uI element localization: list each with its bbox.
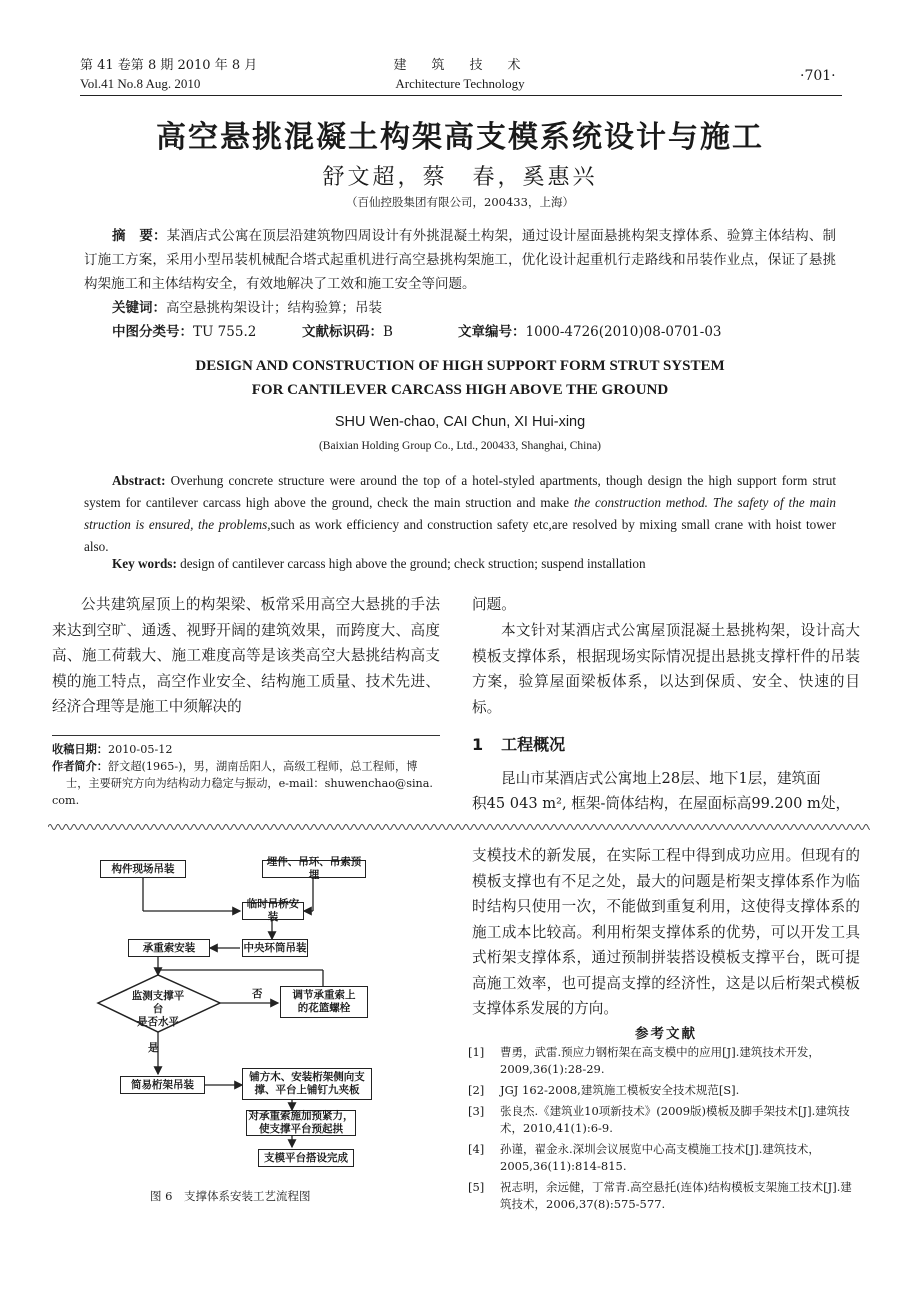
abstract-cn-label: 摘 要： bbox=[112, 228, 167, 244]
abstract-cn bbox=[84, 224, 836, 344]
intro-left: 公共建筑屋顶上的构架梁、板常采用高空大悬挑的手法来达到空旷、通透、视野开阔的建筑效果，而跨度大、高度高、施工荷载大、施工难度高等是该类高空大悬挑结构高支模的施工特点，高空作业安全、结构施工质量、技术先进、经济合理等是施工中须解决的 bbox=[52, 596, 440, 715]
reference-item bbox=[468, 1179, 860, 1213]
reference-text: 孙谨，翟金永.深圳会议展览中心高支模施工技术[J].建筑技术，2005,36(11):814-815. bbox=[500, 1142, 820, 1173]
flow-decision-label: 监测支撑平台 是否水平 bbox=[131, 990, 185, 1028]
page-break-separator bbox=[48, 820, 870, 834]
received-date: 2010-05-12 bbox=[107, 743, 173, 756]
author-list: 舒文超，蔡 春，奚惠兴 bbox=[322, 165, 598, 190]
flow-box-adjust-turnbuckle: 调节承重索上 的花篮螺栓 bbox=[280, 986, 368, 1018]
header-issue-cn: 第 41 卷第 8 期 2010 年 8 月 bbox=[80, 58, 258, 73]
reference-item bbox=[468, 1082, 860, 1099]
intro-right: 本文针对某酒店式公寓屋顶混凝土悬挑构架，设计高大模板支撑体系，根据现场实际情况提出悬挑支撑杆件的吊装方案，验算屋面梁板体系，以达到保质、安全、快速的目标。 bbox=[472, 622, 860, 716]
conclusion-text: 支模技术的新发展，在实际工程中得到成功应用。但现有的模板支撑也有不足之处，最大的问题是桁架支撑体系作为临时结构只使用一次，不能做到重复利用，这使得支撑体系的施工成本比较高。利用桁架支撑体系的优势，可以开发工具式桁架支撑体系，通过预制拼装搭设模板支撑平台，既可提高施工效率，也可提高支撑的经济性，这是以后桁架式模板支撑体系发展的方向。 bbox=[472, 847, 860, 1017]
reference-text: JGJ 162-2008,建筑施工模板安全技术规范[S]. bbox=[500, 1083, 740, 1097]
section-1-number: 1 bbox=[472, 735, 484, 754]
abstract-cn-text: 某酒店式公寓在顶层沿建筑物四周设计有外挑混凝土构架，通过设计屋面悬挑构架支撑体系、验算主体结构、制订施工方案，采用小型吊装机械配合塔式起重机进行高空悬挑构架施工，优化设计起重机行走路线和吊装作业点，保证了悬挑构架施工和主体结构安全，有效地解决了工效和施工安全等问题。 bbox=[84, 228, 837, 292]
flow-box-pretension: 对承重索施加预紧力， 使支撑平台预起拱 bbox=[246, 1110, 356, 1136]
flow-label-no: 否 bbox=[252, 988, 263, 1000]
bio-line-2: 士，主要研究方向为结构动力稳定与振动，e-mail：shuwenchao@sina. bbox=[66, 777, 433, 790]
bio-label: 作者简介： bbox=[52, 759, 108, 773]
english-abstract-label: Abstract: bbox=[112, 473, 166, 488]
reference-number: [1] bbox=[468, 1045, 485, 1059]
received-label: 收稿日期： bbox=[52, 742, 108, 756]
english-title-line-2: FOR CANTILEVER CARCASS HIGH ABOVE THE GROUND bbox=[251, 382, 669, 398]
footnote bbox=[52, 741, 444, 809]
section-1-text-b: 积45 043 m², 框架-筒体结构，在屋面标高99.200 m处， bbox=[472, 795, 851, 812]
flow-box-embedded-parts: 埋件、吊环、吊索预埋 bbox=[262, 860, 366, 878]
bio-line-1: 舒文超(1965-)，男，湖南岳阳人，高级工程师，总工程师，博 bbox=[107, 760, 418, 773]
english-keywords-label: Key words: bbox=[112, 556, 177, 571]
english-abstract bbox=[84, 470, 836, 558]
section-1-heading bbox=[472, 732, 565, 755]
header-rule bbox=[80, 95, 842, 96]
english-title-line-1: DESIGN AND CONSTRUCTION OF HIGH SUPPORT FORM STRUT SYSTEM bbox=[195, 358, 725, 374]
reference-number: [2] bbox=[468, 1083, 485, 1097]
keywords-cn-text: 高空悬挑构架设计；结构验算；吊装 bbox=[166, 300, 382, 316]
header-page-number: ·701· bbox=[800, 68, 836, 84]
flow-label-yes: 是 bbox=[148, 1042, 159, 1054]
header-journal-en: Architecture Technology bbox=[395, 76, 525, 91]
footnote-rule bbox=[52, 735, 440, 736]
keywords-cn bbox=[84, 296, 836, 320]
english-authors: SHU Wen-chao, CAI Chun, XI Hui-xing bbox=[334, 414, 586, 430]
paper-title: 高空悬挑混凝土构架高支模系统设计与施工 bbox=[156, 120, 764, 155]
reference-text: 曹勇，武雷.预应力钢桁架在高支模中的应用[J].建筑技术开发，2009,36(1):28-29. bbox=[500, 1045, 820, 1076]
english-abstract-text-italic: the construction method. The safety of the main struction is ensured, the problems, bbox=[84, 495, 836, 532]
flow-box-bearing-cable: 承重索安装 bbox=[128, 939, 210, 957]
flow-box-temporary-bridge: 临时吊桥安装 bbox=[242, 902, 304, 920]
reference-list bbox=[468, 1044, 860, 1217]
references-heading: 参考文献 bbox=[635, 1026, 697, 1042]
flow-box-central-ring: 中央环筒吊装 bbox=[242, 939, 308, 957]
english-keywords-text: design of cantilever carcass high above the ground; check struction; suspend installation bbox=[176, 556, 646, 571]
english-title bbox=[0, 354, 920, 402]
flow-box-lay-timber: 铺方木、安装桁架侧向支 撑、平台上铺钉九夹板 bbox=[242, 1068, 372, 1100]
author-affiliation: （百仙控股集团有限公司，200433，上海） bbox=[346, 195, 574, 209]
flowchart bbox=[92, 848, 392, 1178]
reference-item bbox=[468, 1103, 860, 1137]
section-1-text-a: 昆山市某酒店式公寓地上28层、地下1层，建筑面 bbox=[501, 770, 821, 787]
english-affiliation: (Baixian Holding Group Co., Ltd., 200433, Shanghai, China) bbox=[318, 440, 602, 452]
reference-number: [4] bbox=[468, 1142, 485, 1156]
classification-line bbox=[84, 320, 836, 344]
clc-label: 中图分类号： bbox=[112, 324, 193, 340]
clc-code: TU 755.2 bbox=[193, 324, 257, 340]
intro-right-continued: 问题。 bbox=[472, 596, 516, 613]
doc-code-label: 文献标识码： bbox=[302, 324, 383, 340]
english-abstract-text-1: Overhung concrete structure were around the top of a hotel-styled apartments, though design the high support form strut system for cantilever carcass high above the ground, check the main struction and make bbox=[84, 473, 836, 510]
article-number-label: 文章编号： bbox=[458, 324, 526, 340]
section-1-title: 工程概况 bbox=[501, 735, 566, 754]
flow-box-truss-hoisting: 简易桁架吊装 bbox=[120, 1076, 205, 1094]
flow-box-complete: 支模平台搭设完成 bbox=[258, 1149, 354, 1167]
flow-box-component-hoisting: 构件现场吊装 bbox=[100, 860, 186, 878]
english-keywords bbox=[84, 556, 836, 572]
figure-caption: 图 6 支撑体系安装工艺流程图 bbox=[150, 1189, 311, 1203]
header-issue-en: Vol.41 No.8 Aug. 2010 bbox=[80, 76, 201, 91]
article-number: 1000-4726(2010)08-0701-03 bbox=[525, 324, 722, 340]
reference-text: 张良杰.《建筑业10项新技术》(2009版)模板及脚手架技术[J].建筑技术，2010,41(1):6-9. bbox=[500, 1104, 850, 1135]
english-abstract-text-2: such as work efficiency and construction safety etc,are resolved by mixing small crane with hoist tower also. bbox=[84, 517, 836, 554]
keywords-cn-label: 关键词： bbox=[112, 300, 166, 316]
doc-code: B bbox=[383, 324, 393, 340]
reference-item bbox=[468, 1044, 860, 1078]
header-journal-cn: 建 筑 技 术 bbox=[393, 58, 527, 73]
reference-item bbox=[468, 1141, 860, 1175]
reference-text: 祝志明，余远健，丁常青.高空悬托(连体)结构模板支架施工技术[J].建筑技术，2006,37(8):575-577. bbox=[500, 1180, 852, 1211]
reference-number: [3] bbox=[468, 1104, 485, 1118]
reference-number: [5] bbox=[468, 1180, 485, 1194]
bio-line-3: com. bbox=[52, 794, 80, 807]
